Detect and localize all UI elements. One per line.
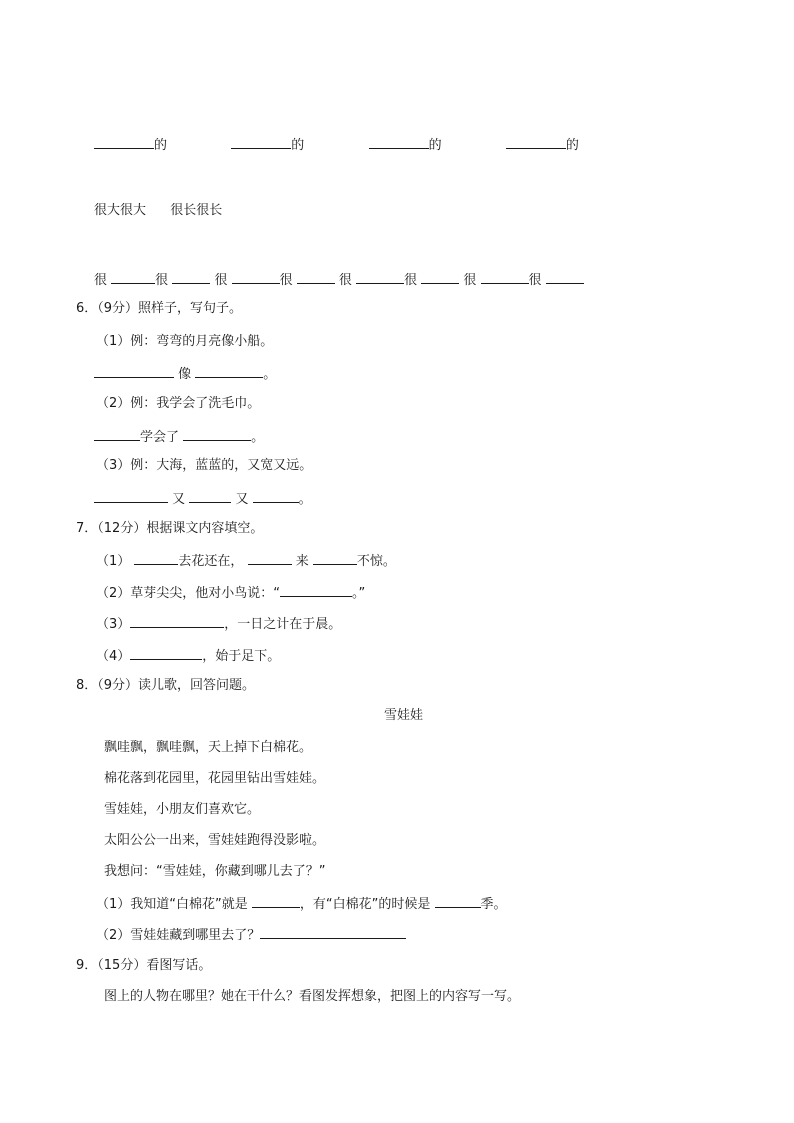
- blank[interactable]: [130, 614, 224, 628]
- poem-line-5: 我想问：“雪娃娃，你藏到哪儿去了？”: [104, 864, 326, 879]
- de-char: 的: [154, 138, 168, 153]
- text: （1）我知道“白棉花”就是: [96, 897, 248, 912]
- text: ，一日之计在于晨。: [224, 617, 342, 632]
- poem-line-2: 棉花落到花园里，花园里钻出雪娃娃。: [104, 771, 326, 786]
- text: 又: [172, 492, 186, 507]
- q9-prompt: 图上的人物在哪里？她在干什么？看图发挥想象，把图上的内容写一写。: [104, 989, 521, 1004]
- q6-example-3: （3）例：大海，蓝蓝的，又宽又远。: [96, 458, 313, 473]
- q8-question-1: [96, 894, 507, 914]
- q8-question-2: [96, 925, 406, 945]
- blank[interactable]: [506, 135, 566, 149]
- text: 像: [178, 367, 192, 382]
- blank[interactable]: [195, 364, 263, 378]
- q7-line-1: [96, 551, 396, 571]
- de-char: 的: [291, 138, 305, 153]
- blank[interactable]: [248, 551, 292, 565]
- blank[interactable]: [253, 489, 299, 503]
- text: 去花还在，: [178, 554, 244, 569]
- hen-char: 很: [338, 273, 352, 288]
- text: 季。: [480, 897, 507, 912]
- text: （2）草芽尖尖，他对小鸟说：“: [96, 586, 281, 601]
- example-b: 很长很长: [170, 203, 223, 218]
- blank[interactable]: [134, 551, 178, 565]
- q7-line-4: [96, 646, 280, 666]
- poem-line-3: 雪娃娃，小朋友们喜欢它。: [104, 802, 261, 817]
- text: 。: [298, 492, 312, 507]
- blank[interactable]: [435, 894, 481, 908]
- text: 又: [235, 492, 249, 507]
- blank[interactable]: [313, 551, 357, 565]
- hen-char: 很: [404, 273, 418, 288]
- text: 学会了: [140, 430, 180, 445]
- poem-line-1: 飘哇飘，飘哇飘，天上掉下白棉花。: [104, 740, 313, 755]
- text: ，始于足下。: [202, 649, 281, 664]
- q6-header: 6．（9分）照样子，写句子。: [76, 301, 243, 316]
- example-words: [94, 202, 222, 220]
- blank[interactable]: [260, 925, 406, 939]
- q7-line-2: [96, 583, 365, 603]
- blank[interactable]: [421, 270, 459, 284]
- blank[interactable]: [232, 270, 280, 284]
- text: 不惊。: [356, 554, 396, 569]
- blank[interactable]: [481, 270, 529, 284]
- q6-example-2: （2）例：我学会了洗毛巾。: [96, 396, 261, 411]
- blank[interactable]: [189, 489, 231, 503]
- hen-char: 很: [155, 273, 169, 288]
- text: 。: [263, 367, 277, 382]
- blank[interactable]: [280, 583, 352, 597]
- q6-fill-1: [94, 364, 276, 384]
- fill-row-de: [94, 135, 579, 155]
- blank[interactable]: [172, 270, 210, 284]
- text: ，有“白棉花”的时候是: [299, 897, 431, 912]
- blank[interactable]: [111, 270, 155, 284]
- hen-char: 很: [528, 273, 542, 288]
- q8-header: 8．（9分）读儿歌，回答问题。: [76, 678, 256, 693]
- text: （3）: [96, 617, 131, 632]
- hen-char: 很: [214, 273, 228, 288]
- q7-line-3: [96, 614, 341, 634]
- blank[interactable]: [297, 270, 335, 284]
- q6-example-1: （1）例：弯弯的月亮像小船。: [96, 334, 274, 349]
- blank[interactable]: [356, 270, 404, 284]
- hen-char: 很: [463, 273, 477, 288]
- text: 来: [295, 554, 309, 569]
- blank[interactable]: [252, 894, 300, 908]
- q9-header: 9．（15分）看图写话。: [76, 958, 212, 973]
- blank[interactable]: [546, 270, 584, 284]
- fill-row-hen: [94, 270, 584, 290]
- blank[interactable]: [231, 135, 291, 149]
- blank[interactable]: [183, 427, 251, 441]
- blank[interactable]: [130, 646, 202, 660]
- poem-line-4: 太阳公公一出来，雪娃娃跑得没影啦。: [104, 833, 326, 848]
- blank[interactable]: [94, 364, 174, 378]
- q7-header: 7．（12分）根据课文内容填空。: [76, 521, 264, 536]
- blank[interactable]: [94, 427, 140, 441]
- text: （1）: [96, 554, 131, 569]
- hen-char: 很: [94, 273, 108, 288]
- de-char: 的: [565, 138, 579, 153]
- example-a: 很大很大: [94, 203, 147, 218]
- text: 。”: [352, 586, 366, 601]
- q6-fill-2: [94, 427, 264, 447]
- blank[interactable]: [369, 135, 429, 149]
- text: 。: [251, 430, 265, 445]
- poem-title: 雪娃娃: [384, 708, 424, 723]
- blank[interactable]: [94, 489, 168, 503]
- text: （4）: [96, 649, 131, 664]
- text: （2）雪娃娃藏到哪里去了？: [96, 928, 261, 943]
- blank[interactable]: [94, 135, 154, 149]
- q6-fill-3: [94, 489, 312, 509]
- de-char: 的: [428, 138, 442, 153]
- hen-char: 很: [279, 273, 293, 288]
